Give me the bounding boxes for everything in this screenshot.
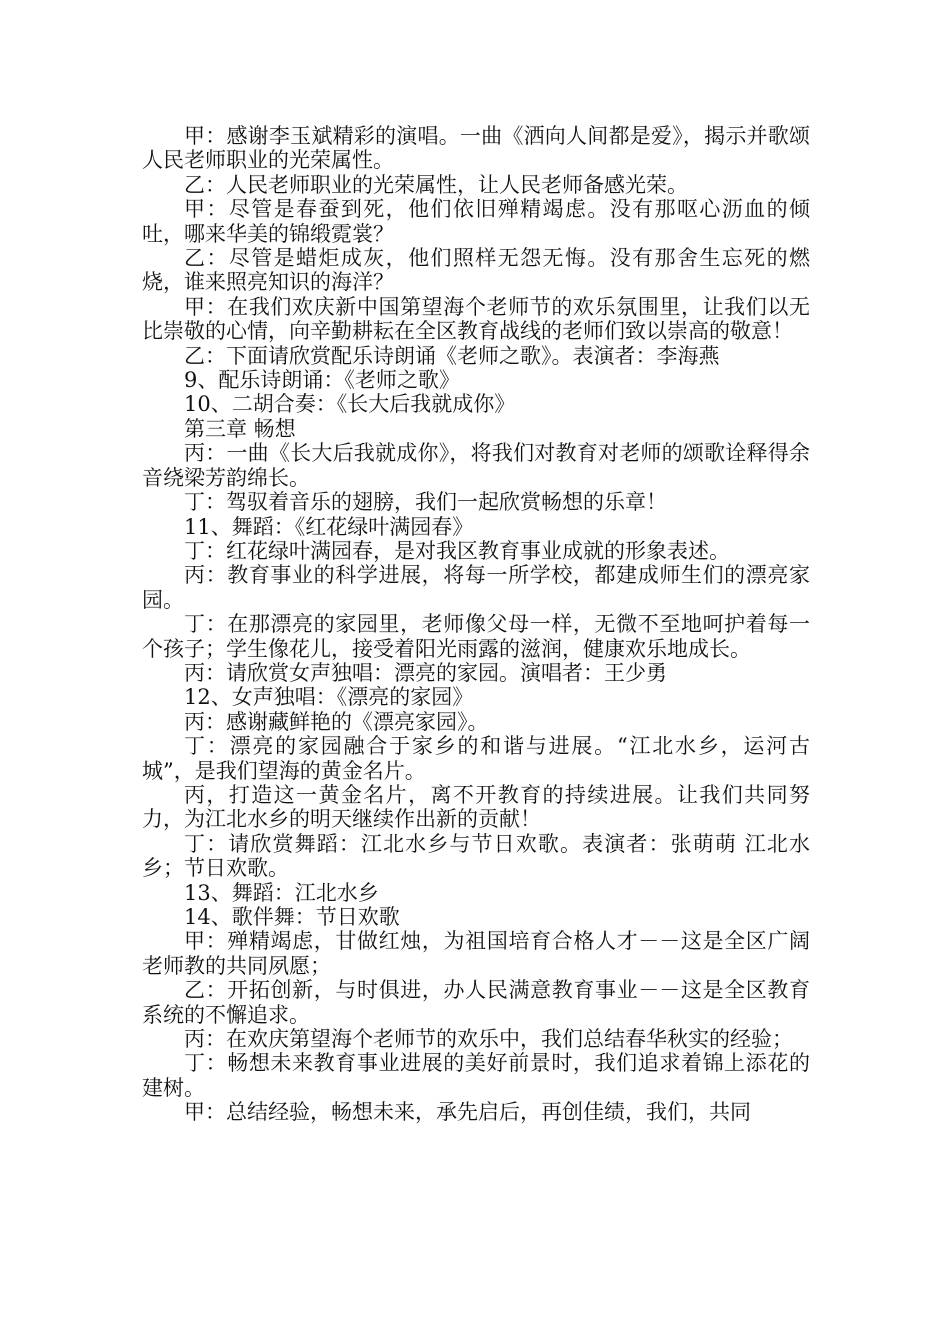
paragraph: 丙，打造这一黄金名片，离不开教育的持续进展。让我们共同努力，为江北水乡的明天继续作出新的贡献！ (142, 782, 810, 832)
paragraph: 乙：下面请欣赏配乐诗朗诵《老师之歌》。表演者：李海燕 (184, 343, 720, 368)
paragraph: 甲：感谢李玉斌精彩的演唱。一曲《洒向人间都是爱》，揭示并歌颂人民老师职业的光荣属性。 (142, 124, 810, 173)
paragraph: 丙：感谢藏鲜艳的《漂亮家园》。 (184, 709, 489, 734)
chapter-heading: 第三章 畅想 (184, 416, 296, 441)
paragraph: 丙：在欢庆第望海个老师节的欢乐中，我们总结春华秋实的经验； (184, 1027, 793, 1052)
document-body (142, 124, 810, 1125)
paragraph: 甲：总结经验，畅想未来，承先启后，再创佳绩，我们，共同 (184, 1100, 751, 1125)
paragraph: 丁：请欣赏舞蹈：江北水乡与节日欢歌。表演者：张萌萌 江北水乡；节日欢歌。 (142, 831, 810, 881)
paragraph: 丁：畅想未来教育事业进展的美好前景时，我们追求着锦上添花的建树。 (142, 1051, 810, 1100)
paragraph: 甲：尽管是春蚕到死，他们依旧殚精竭虑。没有那呕心沥血的倾吐，哪来华美的锦缎霓裳？ (142, 197, 810, 246)
paragraph: 乙：尽管是蜡炬成灰，他们照样无怨无悔。没有那舍生忘死的燃烧，谁来照亮知识的海洋？ (142, 246, 810, 295)
program-item: 14、歌伴舞：节日欢歌 (184, 905, 400, 929)
paragraph: 丁：红花绿叶满园春，是对我区教育事业成就的形象表述。 (184, 538, 730, 563)
program-item: 10、二胡合奏：《长大后我就成你》 (184, 392, 516, 417)
program-item: 11、舞蹈：《红花绿叶满园春》 (184, 514, 474, 539)
program-item: 9、配乐诗朗诵：《老师之歌》 (184, 368, 460, 393)
paragraph: 丙：请欣赏女声独唱：漂亮的家园。演唱者：王少勇 (184, 660, 667, 685)
program-item: 12、女声独唱：《漂亮的家园》 (184, 685, 474, 710)
paragraph: 乙：开拓创新，与时俱进，办人民满意教育事业－－这是全区教育系统的不懈追求。 (142, 978, 810, 1027)
paragraph: 丁：漂亮的家园融合于家乡的和谐与进展。“江北水乡，运河古城”，是我们望海的黄金名片。 (142, 734, 810, 783)
paragraph: 乙：人民老师职业的光荣属性，让人民老师备感光荣。 (184, 172, 688, 197)
paragraph: 丁：在那漂亮的家园里，老师像父母一样，无微不至地呵护着每一个孩子；学生像花儿，接受着阳光雨露的滋润，健康欢乐地成长。 (142, 612, 810, 661)
paragraph: 丁：驾驭着音乐的翅膀，我们一起欣赏畅想的乐章！ (184, 490, 667, 515)
paragraph: 甲：在我们欢庆新中国第望海个老师节的欢乐氛围里，让我们以无比崇敬的心情，向辛勤耕耘在全区教育战线的老师们致以崇高的敬意！ (142, 294, 810, 344)
paragraph: 丙：教育事业的科学进展，将每一所学校，都建成师生们的漂亮家园。 (142, 563, 810, 612)
paragraph: 丙：一曲《长大后我就成你》，将我们对教育对老师的颂歌诠释得余音绕梁芳韵绵长。 (142, 441, 810, 490)
paragraph: 甲：殚精竭虑，甘做红烛，为祖国培育合格人才－－这是全区广阔老师教的共同夙愿； (142, 929, 810, 978)
program-item: 13、舞蹈：江北水乡 (184, 880, 379, 905)
